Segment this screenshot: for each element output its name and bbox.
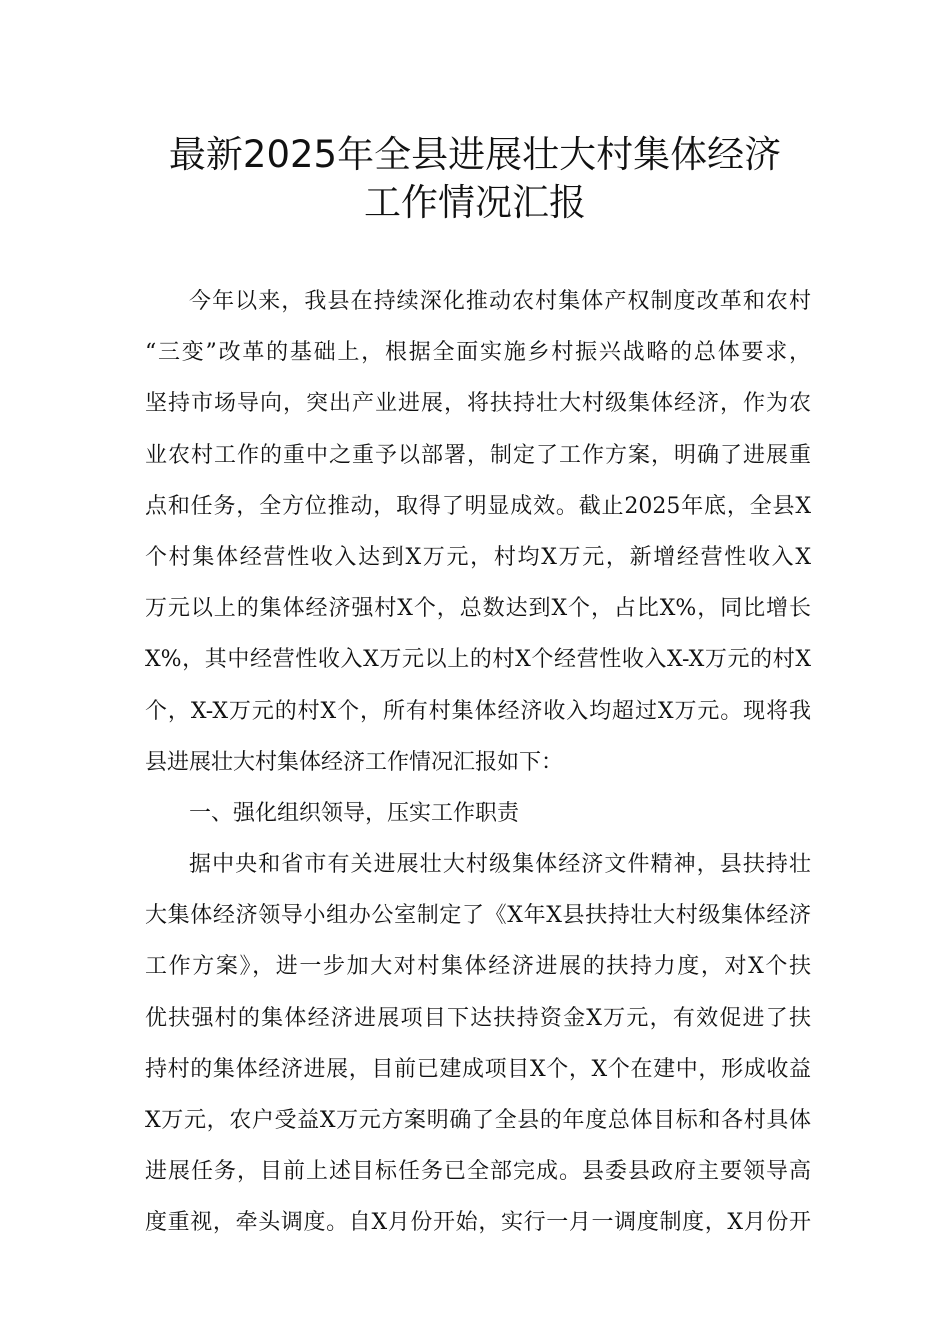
paragraph-line: 进展任务，目前上述目标任务已全部完成。县委县政府主要领导高	[145, 1159, 811, 1185]
paragraph-line: 点和任务，全方位推动，取得了明显成效。截止2025年底，全县X	[145, 493, 811, 519]
paragraph-line: X万元，农户受益X万元方案明确了全县的年度总体目标和各村具体	[145, 1108, 811, 1133]
paragraph-line: 今年以来，我县在持续深化推动农村集体产权制度改革和农村	[189, 289, 811, 314]
paragraph-line: 大集体经济领导小组办公室制定了《X年X县扶持壮大村级集体经济	[145, 903, 811, 929]
section-heading: 一、强化组织领导，压实工作职责	[189, 800, 520, 826]
paragraph-line: 万元以上的集体经济强村X个，总数达到X个，占比X%，同比增长	[145, 596, 811, 622]
document-title-line-1: 最新2025年全县进展壮大村集体经济	[168, 133, 782, 176]
paragraph-line: 工作方案》，进一步加大对村集体经济进展的扶持力度，对X个扶	[145, 954, 811, 980]
document-title-line-2: 工作情况汇报	[364, 181, 586, 224]
paragraph-line: 持村的集体经济进展，目前已建成项目X个，X个在建中，形成收益	[145, 1056, 811, 1082]
paragraph-line: 业农村工作的重中之重予以部署，制定了工作方案，明确了进展重	[145, 442, 811, 468]
paragraph-line: 优扶强村的集体经济进展项目下达扶持资金X万元，有效促进了扶	[145, 1005, 811, 1031]
paragraph-line: 度重视，牵头调度。自X月份开始，实行一月一调度制度，X月份开	[145, 1210, 811, 1236]
paragraph-line: 个，X-X万元的村X个，所有村集体经济收入均超过X万元。现将我	[145, 698, 811, 724]
paragraph-line: X%，其中经营性收入X万元以上的村X个经营性收入X-X万元的村X	[145, 647, 811, 673]
paragraph-line: 个村集体经营性收入达到X万元，村均X万元，新增经营性收入X	[145, 544, 811, 570]
paragraph-line: 据中央和省市有关进展壮大村级集体经济文件精神，县扶持壮	[189, 852, 811, 878]
document-body	[145, 284, 811, 1257]
paragraph-line: “三变”改革的基础上，根据全面实施乡村振兴战略的总体要求，	[145, 340, 811, 366]
paragraph-line: 县进展壮大村集体经济工作情况汇报如下：	[145, 749, 564, 775]
paragraph-line: 坚持市场导向，突出产业进展，将扶持壮大村级集体经济，作为农	[145, 391, 811, 417]
